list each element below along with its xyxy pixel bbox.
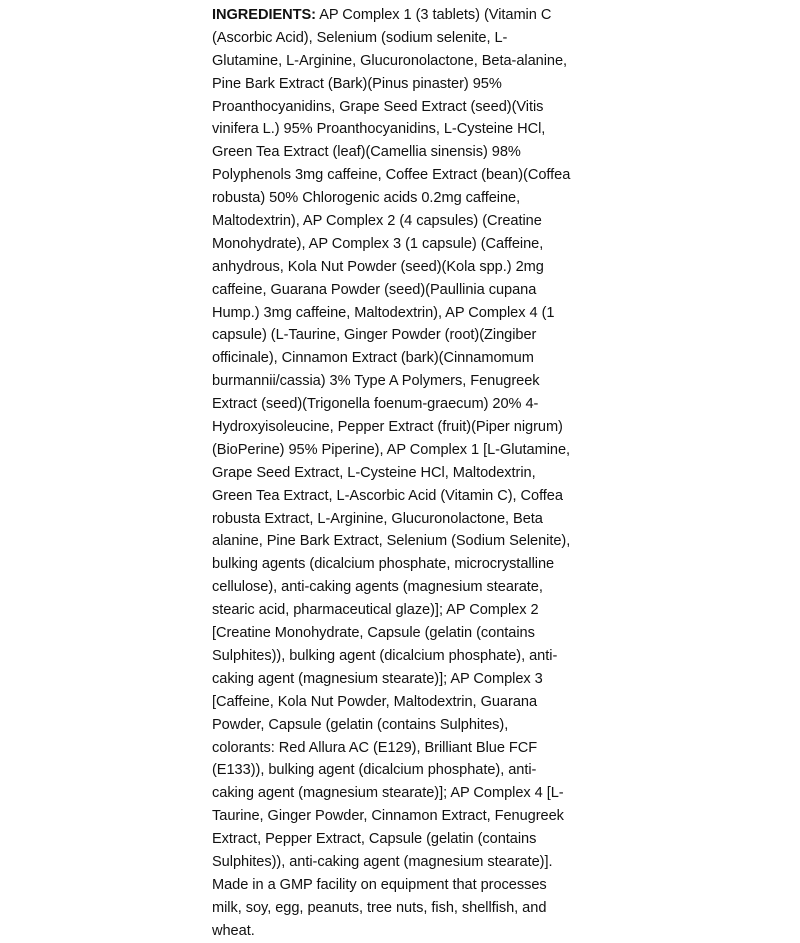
- ingredients-line: vinifera L.) 95% Proanthocyanidins, L-Cysteine HCl,: [212, 121, 546, 138]
- ingredients-line: Glutamine, L-Arginine, Glucuronolactone, Beta-alanine,: [212, 52, 568, 69]
- ingredients-line: burmannii/cassia) 3% Type A Polymers, Fenugreek: [212, 373, 540, 390]
- ingredients-line: caking agent (magnesium stearate)]; AP Complex 3: [212, 670, 543, 687]
- ingredients-line: Hydroxyisoleucine, Pepper Extract (fruit)(Piper nigrum): [212, 419, 563, 436]
- ingredients-line: Green Tea Extract, L-Ascorbic Acid (Vitamin C), Coffea: [212, 487, 563, 504]
- ingredients-line: (Ascorbic Acid), Selenium (sodium selenite, L-: [212, 29, 508, 46]
- ingredients-line: [212, 4, 574, 27]
- ingredients-line: Extract, Pepper Extract, Capsule (gelatin (contains: [212, 831, 537, 848]
- ingredients-line: colorants: Red Allura AC (E129), Brilliant Blue FCF: [212, 739, 538, 756]
- ingredients-line: robusta) 50% Chlorogenic acids 0.2mg caffeine,: [212, 190, 521, 207]
- ingredients-line: Monohydrate), AP Complex 3 (1 capsule) (Caffeine,: [212, 235, 544, 252]
- ingredients-heading: INGREDIENTS:: [212, 7, 316, 23]
- ingredients-line: caffeine, Guarana Powder (seed)(Paullinia cupana: [212, 281, 537, 298]
- ingredients-line: (E133)), bulking agent (dicalcium phosphate), anti-: [212, 762, 537, 779]
- ingredients-line: capsule) (L-Taurine, Ginger Powder (root)(Zingiber: [212, 327, 537, 344]
- ingredients-line: stearic acid, pharmaceutical glaze)]; AP Complex 2: [212, 602, 539, 619]
- ingredients-line: Made in a GMP facility on equipment that processes: [212, 876, 547, 893]
- ingredients-text: AP Complex 1 (3 tablets) (Vitamin C: [316, 7, 552, 23]
- ingredients-line: anhydrous, Kola Nut Powder (seed)(Kola spp.) 2mg: [212, 258, 544, 275]
- ingredients-line: caking agent (magnesium stearate)]; AP Complex 4 [L-: [212, 785, 564, 802]
- ingredients-line: Sulphites)), bulking agent (dicalcium phosphate), anti-: [212, 647, 558, 664]
- ingredients-line: Taurine, Ginger Powder, Cinnamon Extract, Fenugreek: [212, 808, 564, 825]
- ingredients-line: wheat.: [212, 922, 255, 939]
- ingredients-line: Polyphenols 3mg caffeine, Coffee Extract (bean)(Coffea: [212, 167, 571, 184]
- ingredients-line: Powder, Capsule (gelatin (contains Sulphites),: [212, 716, 509, 733]
- ingredients-line: Hump.) 3mg caffeine, Maltodextrin), AP Complex 4 (1: [212, 304, 555, 321]
- ingredients-line: Maltodextrin), AP Complex 2 (4 capsules) (Creatine: [212, 213, 542, 230]
- ingredients-line: Grape Seed Extract, L-Cysteine HCl, Maltodextrin,: [212, 464, 536, 481]
- ingredients-line: Proanthocyanidins, Grape Seed Extract (seed)(Vitis: [212, 98, 544, 115]
- ingredients-line: Sulphites)), anti-caking agent (magnesium stearate)].: [212, 853, 553, 870]
- ingredients-line: [Creatine Monohydrate, Capsule (gelatin (contains: [212, 625, 535, 642]
- ingredients-label: [212, 4, 574, 943]
- ingredients-line: Extract (seed)(Trigonella foenum-graecum) 20% 4-: [212, 396, 539, 413]
- ingredients-line: alanine, Pine Bark Extract, Selenium (Sodium Selenite),: [212, 533, 571, 550]
- ingredients-line: cellulose), anti-caking agents (magnesium stearate,: [212, 579, 543, 596]
- ingredients-line: bulking agents (dicalcium phosphate, microcrystalline: [212, 556, 555, 573]
- ingredients-line: [Caffeine, Kola Nut Powder, Maltodextrin, Guarana: [212, 693, 538, 710]
- ingredients-line: (BioPerine) 95% Piperine), AP Complex 1 [L-Glutamine,: [212, 441, 571, 458]
- ingredients-line: Pine Bark Extract (Bark)(Pinus pinaster) 95%: [212, 75, 502, 92]
- ingredients-line: officinale), Cinnamon Extract (bark)(Cinnamomum: [212, 350, 534, 367]
- ingredients-line: milk, soy, egg, peanuts, tree nuts, fish, shellfish, and: [212, 899, 547, 916]
- ingredients-line: Green Tea Extract (leaf)(Camellia sinensis) 98%: [212, 144, 521, 161]
- ingredients-line: robusta Extract, L-Arginine, Glucuronolactone, Beta: [212, 510, 543, 527]
